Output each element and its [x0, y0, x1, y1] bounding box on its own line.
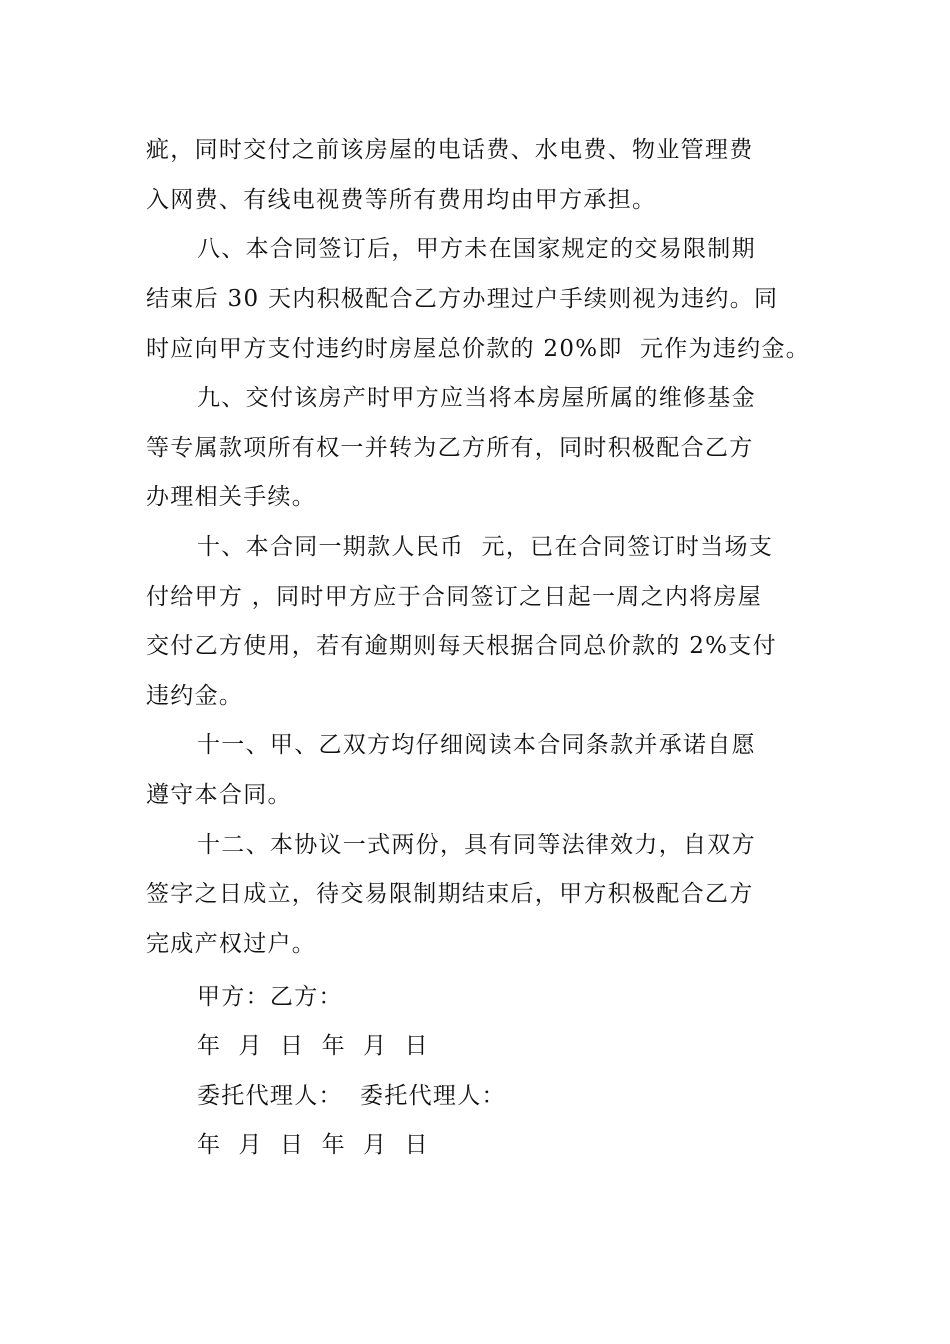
body-line-1: 疵，同时交付之前该房屋的电话费、水电费、物业管理费 [146, 137, 754, 163]
clause-10-line-1: 十、本合同一期款人民币 元，已在合同签订时当场支 [197, 534, 774, 560]
clause-12-line-3: 完成产权过户。 [146, 931, 317, 957]
clause-11-line-1: 十一、甲、乙双方均仔细阅读本合同条款并承诺自愿 [197, 732, 756, 758]
clause-9-line-1: 九、交付该房产时甲方应当将本房屋所属的维修基金 [197, 385, 756, 411]
clause-10-line-3: 交付乙方使用，若有逾期则每天根据合同总价款的 2%支付 [146, 633, 777, 659]
signature-date-1: 年 月 日 年 月 日 [197, 1033, 429, 1059]
signature-parties: 甲方：乙方： [197, 984, 343, 1010]
clause-9-line-2: 等专属款项所有权一并转为乙方所有，同时积极配合乙方 [146, 435, 754, 461]
signature-date-2: 年 月 日 年 月 日 [197, 1132, 429, 1158]
body-line-2: 入网费、有线电视费等所有费用均由甲方承担。 [146, 187, 657, 213]
clause-10-line-4: 违约金。 [146, 683, 244, 709]
clause-9-line-3: 办理相关手续。 [146, 484, 317, 510]
clause-11-line-2: 遵守本合同。 [146, 782, 292, 808]
clause-8-line-3: 时应向甲方支付违约时房屋总价款的 20%即 元作为违约金。 [146, 336, 811, 362]
clause-8-line-1: 八、本合同签订后，甲方未在国家规定的交易限制期 [197, 236, 756, 262]
clause-10-line-2: 付给甲方 ，同时甲方应于合同签订之日起一周之内将房屋 [146, 584, 763, 610]
signature-agents: 委托代理人： 委托代理人： [197, 1083, 506, 1109]
clause-12-line-1: 十二、本协议一式两份，具有同等法律效力，自双方 [197, 832, 756, 858]
clause-12-line-2: 签字之日成立，待交易限制期结束后，甲方积极配合乙方 [146, 881, 754, 907]
clause-8-line-2: 结束后 30 天内积极配合乙方办理过户手续则视为违约。同 [146, 286, 779, 312]
